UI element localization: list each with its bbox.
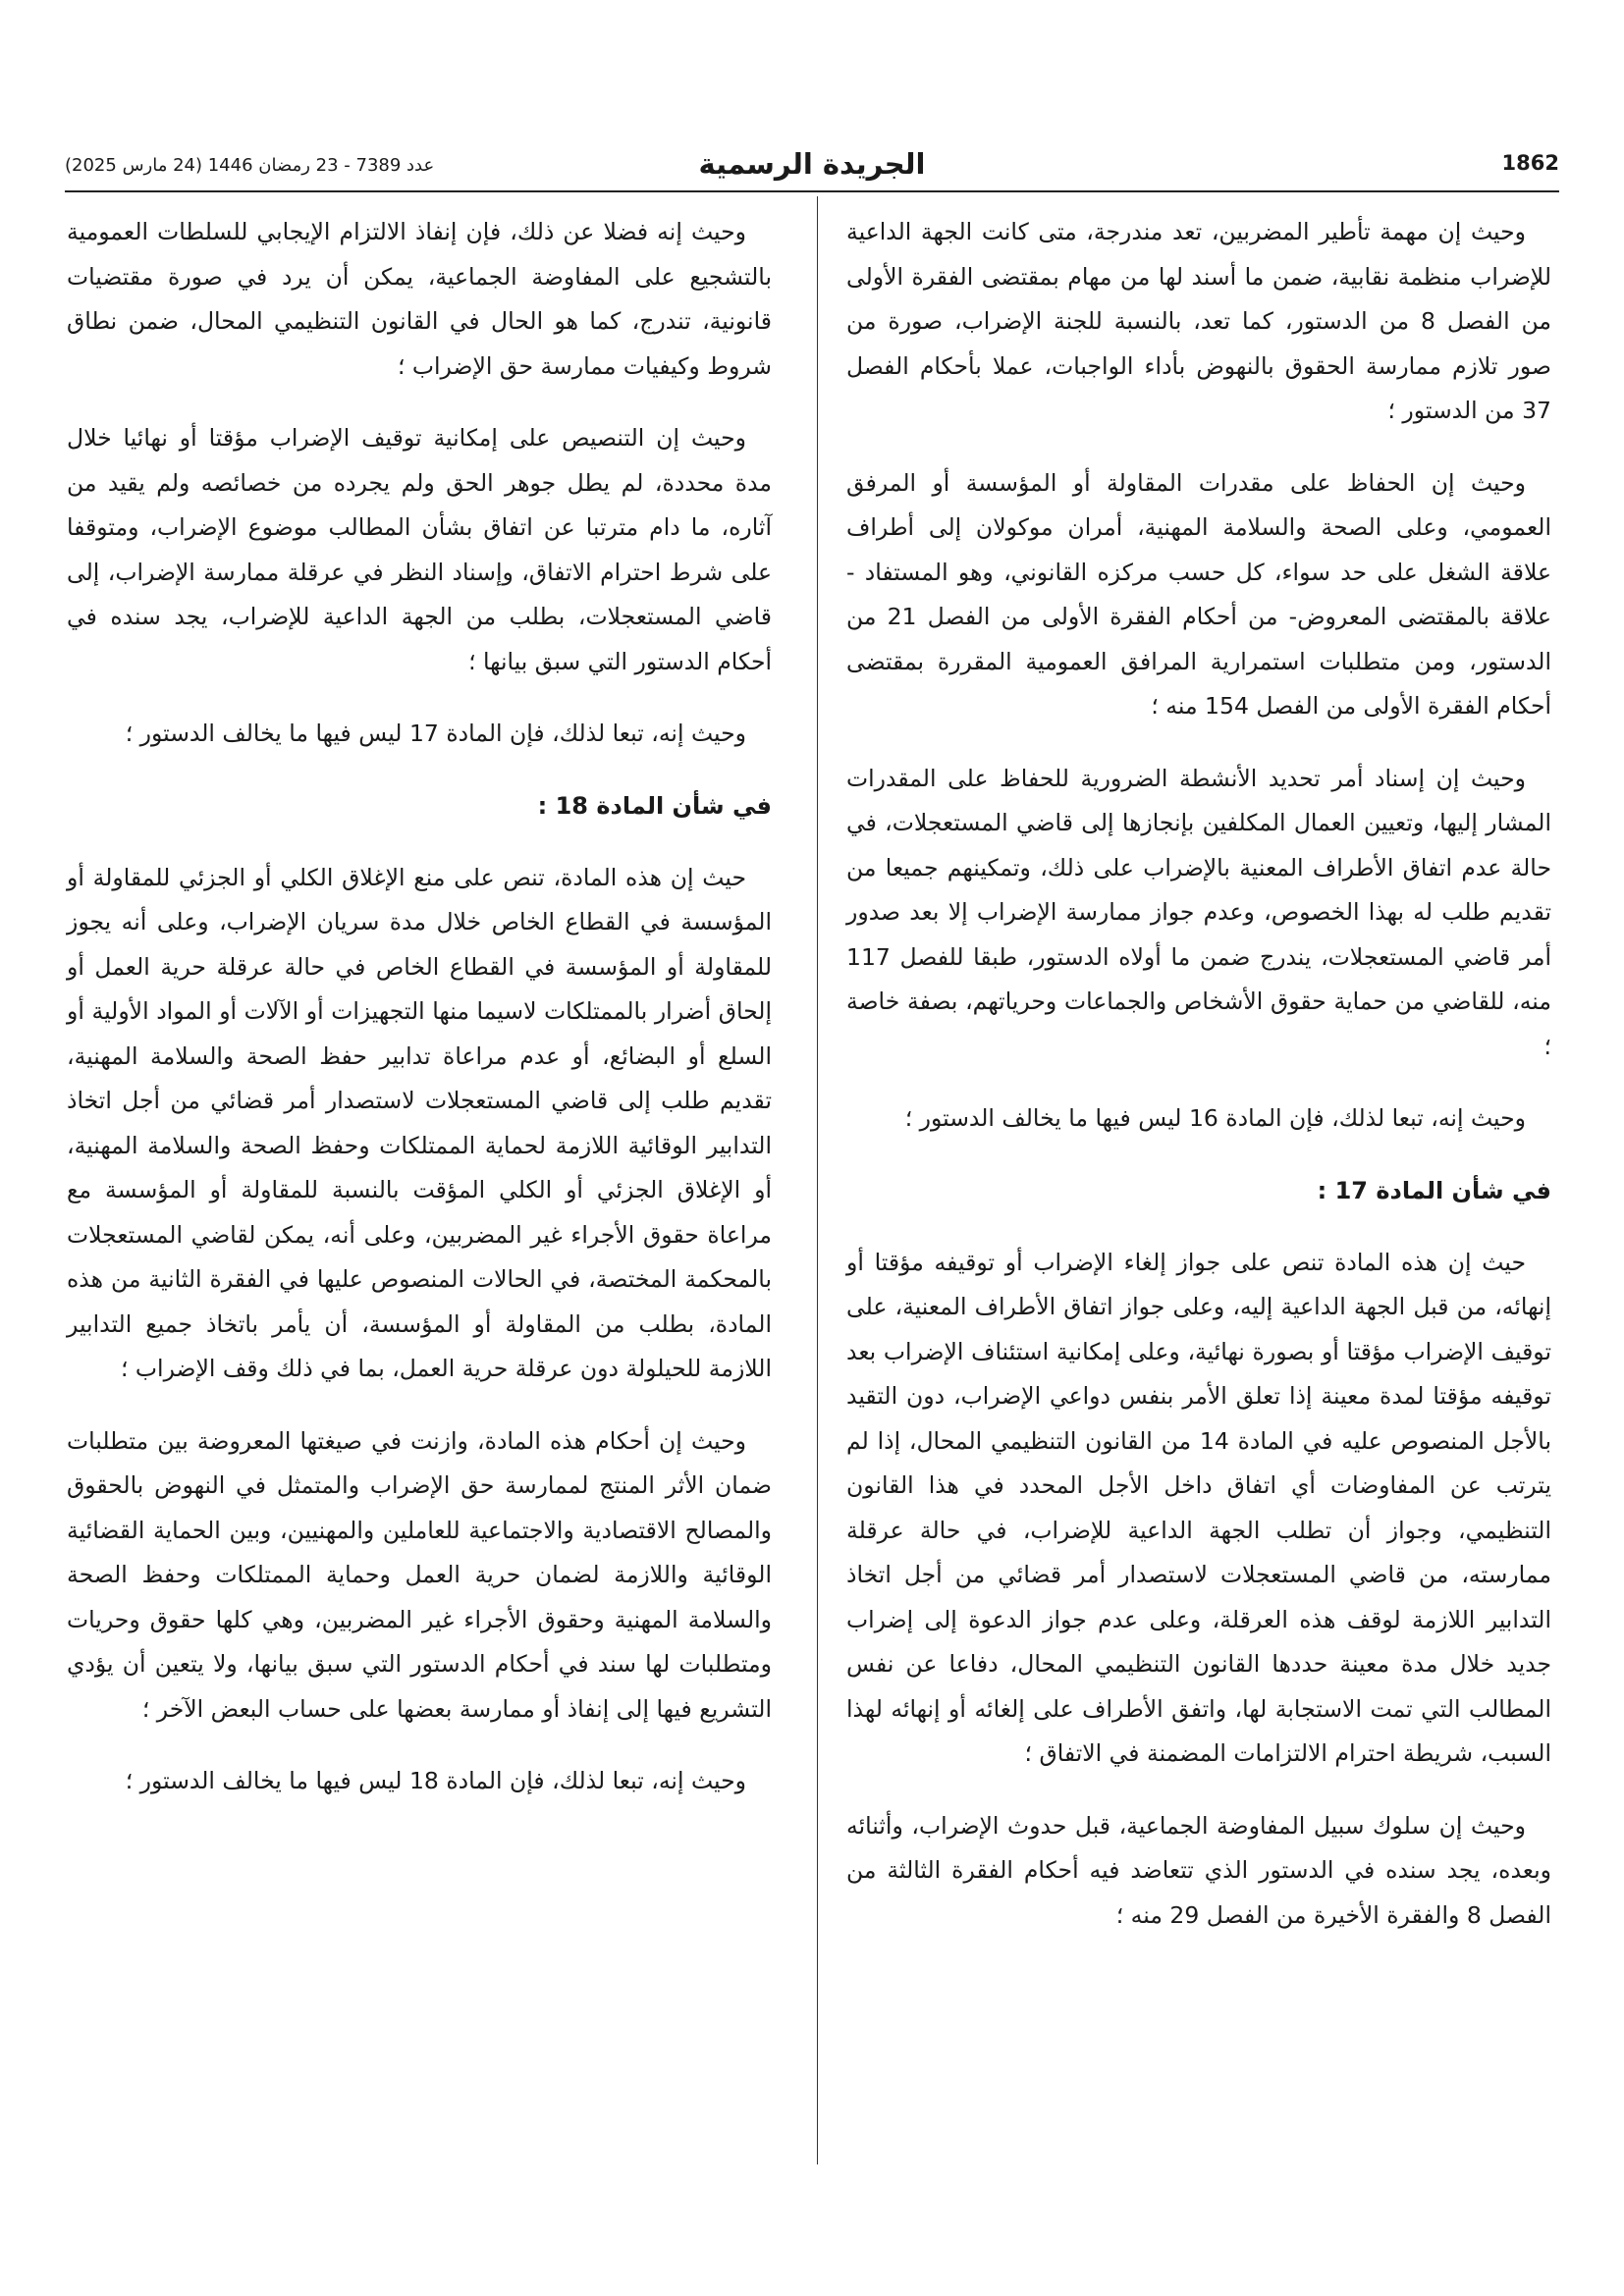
- header-divider: [65, 190, 1559, 192]
- paragraph: حيث إن هذه المادة تنص على جواز إلغاء الإضراب أو توقيفه مؤقتا أو إنهائه، من قبل الجهة الداعية إليه، وعلى جواز اتفاق الأطراف المعنية، على توقيف الإضراب مؤقتا أو بصورة نهائية، وعلى إمكانية استئناف الإضراب بعد توقيفه مؤقتا لمدة معينة إذا تعلق الأمر بنفس دواعي الإضراب، دون التقيد بالأجل المنصوص عليه في المادة 14 من القانون التنظيمي المحال، إذا لم يترتب عن المفاوضات أي اتفاق داخل الأجل المحدد في هذا القانون التنظيمي، وجواز أن تطلب الجهة الداعية للإضراب، في حالة عرقلة ممارسته، من قاضي المستعجلات لاستصدار أمر قضائي من أجل اتخاذ التدابير اللازمة لوقف هذه العرقلة، وعلى عدم جواز الدعوة إلى إضراب جديد خلال مدة معينة حددها القانون التنظيمي المحال، دفاعا عن نفس المطالب التي تمت الاستجابة لها، واتفق الأطراف على إلغائه أو إنهائه لهذا السبب، شريطة احترام الالتزامات المضمنة في الاتفاق ؛: [846, 1248, 1551, 1767]
- paragraph: وحيث إن مهمة تأطير المضربين، تعد مندرجة، متى كانت الجهة الداعية للإضراب منظمة نقابية، ضمن ما أسند لها من مهام بمقتضى الفقرة الأولى من الفصل 8 من الدستور، كما تعد، بالنسبة للجنة الإضراب، صورة من صور تلازم ممارسة الحقوق بالنهوض بأداء الواجبات، عملا بأحكام الفصل 37 من الدستور ؛: [846, 218, 1552, 424]
- section-heading-article-18: في شأن المادة 18 :: [537, 791, 772, 820]
- paragraph: وحيث إن التنصيص على إمكانية توقيف الإضراب مؤقتا أو نهائيا خلال مدة محددة، لم يطل جوهر الحق ولم يجرده من خصائصه ولم يقيد من آثاره، ما دام مترتبا عن اتفاق بشأن المطالب موضوع الإضراب، ومتوقفا على شرط احترام الاتفاق، وإسناد النظر في عرقلة ممارسة الإضراب، إلى قاضي المستعجلات، بطلب من الجهة الداعية للإضراب، يجد سنده في أحكام الدستور التي سبق بيانها ؛: [67, 424, 772, 675]
- paragraph: وحيث إن الحفاظ على مقدرات المقاولة أو المؤسسة أو المرفق العمومي، وعلى الصحة والسلامة المهنية، أمران موكولان إلى أطراف علاقة الشغل على حد سواء، كل حسب مركزه القانوني، وهو المستفاد - علاقة بالمقتضى المعروض- من أحكام الفقرة الأولى من الفصل 21 من الدستور، ومن متطلبات استمرارية المرافق العمومية المقررة بمقتضى أحكام الفقرة الأولى من الفصل 154 منه ؛: [846, 468, 1551, 720]
- gazette-title: الجريدة الرسمية: [698, 147, 926, 181]
- right-column: [846, 210, 1551, 1965]
- paragraph: وحيث إنه، تبعا لذلك، فإن المادة 17 ليس فيها ما يخالف الدستور ؛: [125, 720, 746, 747]
- paragraph: وحيث إن سلوك سبيل المفاوضة الجماعية، قبل حدوث الإضراب، وأثنائه وبعده، يجد سنده في الدستور الذي تتعاضد فيه أحكام الفقرة الثالثة من الفصل 8 والفقرة الأخيرة من الفصل 29 منه ؛: [846, 1811, 1551, 1929]
- issue-info: عدد 7389 - 23 رمضان 1446 (24 مارس 2025): [65, 155, 435, 176]
- paragraph: حيث إن هذه المادة، تنص على منع الإغلاق الكلي أو الجزئي للمقاولة أو المؤسسة في القطاع الخاص خلال مدة سريان الإضراب، وعلى أنه يجوز للمقاولة أو المؤسسة في القطاع الخاص في حالة عرقلة حرية العمل أو إلحاق أضرار بالممتلكات لاسيما منها التجهيزات أو الآلات أو المواد الأولية أو السلع أو البضائع، أو عدم مراعاة تدابير حفظ الصحة والسلامة المهنية، تقديم طلب إلى قاضي المستعجلات لاستصدار أمر قضائي من أجل اتخاذ التدابير الوقائية اللازمة لحماية الممتلكات وحفظ الصحة والسلامة المهنية، أو الإغلاق الجزئي أو الكلي المؤقت بالنسبة للمقاولة أو المؤسسة مع مراعاة حقوق الأجراء غير المضربين، وعلى أنه، يمكن لقاضي المستعجلات بالمحكمة المختصة، في الحالات المنصوص عليها في الفقرة الثانية من هذه المادة، بطلب من المقاولة أو المؤسسة، أن يأمر باتخاذ جميع التدابير اللازمة للحيلولة دون عرقلة حرية العمل، بما في ذلك وقف الإضراب ؛: [67, 863, 772, 1382]
- paragraph: وحيث إن أحكام هذه المادة، وازنت في صيغتها المعروضة بين متطلبات ضمان الأثر المنتج لممارسة حق الإضراب والمتمثل في النهوض بالحقوق والمصالح الاقتصادية والاجتماعية للعاملين والمهنيين، وبين الحماية القضائية الوقائية واللازمة لضمان حرية العمل وحماية الممتلكات وحفظ الصحة والسلامة المهنية وحقوق الأجراء غير المضربين، وهي كلها حقوق وحريات ومتطلبات لها سند في أحكام الدستور التي سبق بيانها، ولا يتعين أن يؤدي التشريع فيها إلى إنفاذ أو ممارسة بعضها على حساب البعض الآخر ؛: [67, 1426, 772, 1723]
- paragraph: وحيث إنه، تبعا لذلك، فإن المادة 16 ليس فيها ما يخالف الدستور ؛: [904, 1104, 1526, 1132]
- column-divider: [817, 196, 818, 2164]
- page-number: 1862: [1501, 151, 1559, 175]
- page-header: [65, 147, 1559, 190]
- paragraph: وحيث إنه، تبعا لذلك، فإن المادة 18 ليس فيها ما يخالف الدستور ؛: [125, 1767, 746, 1794]
- paragraph: وحيث إنه فضلا عن ذلك، فإن إنفاذ الالتزام الإيجابي للسلطات العمومية بالتشجيع على المفاوضة الجماعية، يمكن أن يرد في صورة مقتضيات قانونية، تندرج، كما هو الحال في القانون التنظيمي المحال، ضمن نطاق شروط وكيفيات ممارسة حق الإضراب ؛: [67, 218, 772, 380]
- paragraph: وحيث إن إسناد أمر تحديد الأنشطة الضرورية للحفاظ على المقدرات المشار إليها، وتعيين العمال المكلفين بإنجازها إلى قاضي المستعجلات، في حالة عدم اتفاق الأطراف المعنية بالإضراب على ذلك، وتمكينهم جميعا من تقديم طلب له بهذا الخصوص، وعدم جواز ممارسة الإضراب إلا بعد صدور أمر قاضي المستعجلات، يندرج ضمن ما أولاه الدستور، طبقا للفصل 117 منه، للقاضي من حماية حقوق الأشخاص والجماعات وحرياتهم، بصفة خاصة ؛: [846, 764, 1551, 1060]
- left-column: [67, 210, 772, 1832]
- section-heading-article-17: في شأن المادة 17 :: [1317, 1176, 1551, 1204]
